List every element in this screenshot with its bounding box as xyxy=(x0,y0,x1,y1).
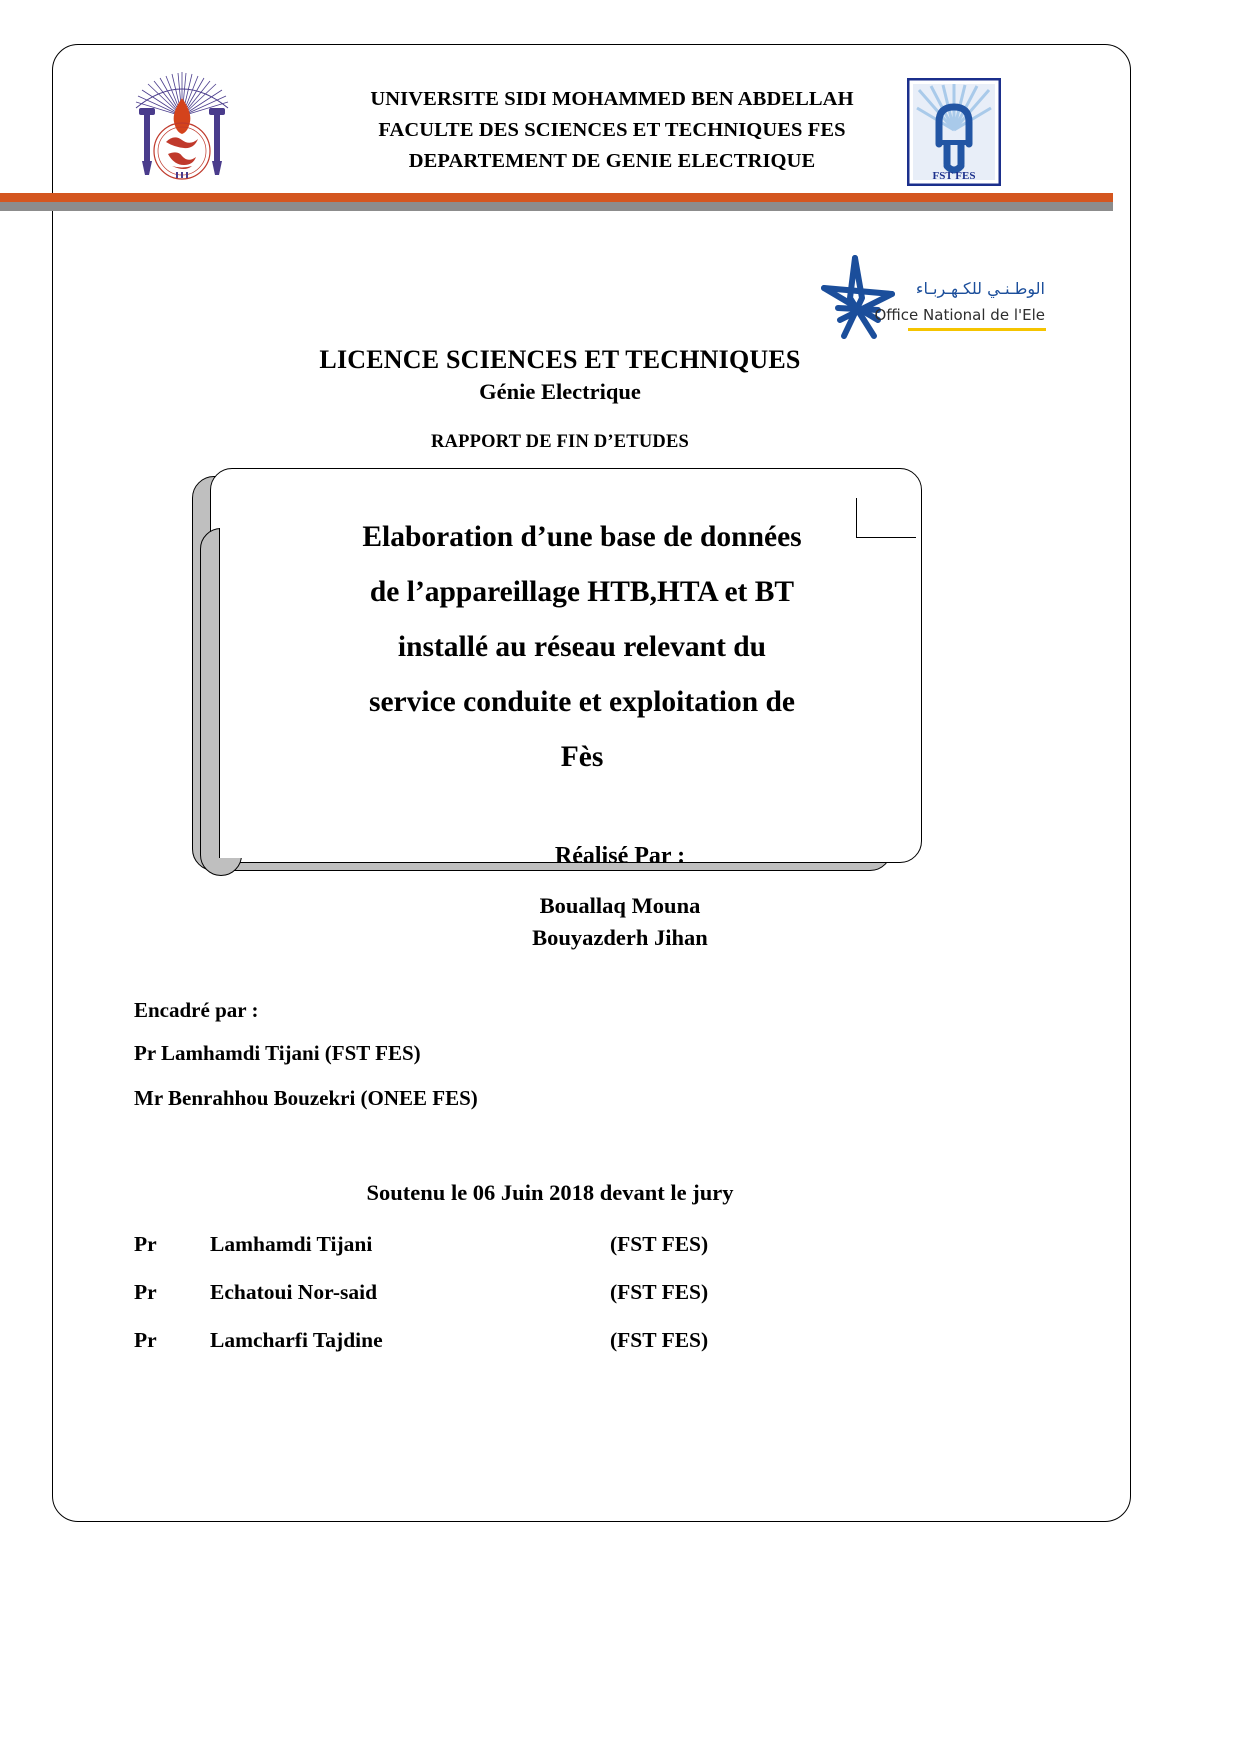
supervisor-2: Mr Benrahhou Bouzekri (ONEE FES) xyxy=(134,1086,478,1110)
jury-list xyxy=(134,1232,834,1376)
jury-affiliation: (FST FES) xyxy=(610,1280,709,1304)
header-rule-gray xyxy=(0,202,1113,211)
scroll-roll-left-cover xyxy=(219,528,259,858)
jury-row xyxy=(134,1232,834,1280)
defense-statement: Soutenu le 06 Juin 2018 devant le jury xyxy=(366,1180,734,1205)
jury-name: Lamhamdi Tijani xyxy=(210,1232,373,1256)
onee-logo xyxy=(800,248,1050,348)
jury-title: Pr xyxy=(134,1280,157,1304)
onee-latin-wordmark: Office National de l'Ele xyxy=(874,306,1045,324)
project-title-line-4: service conduite et exploitation de xyxy=(368,686,796,718)
jury-row xyxy=(134,1280,834,1328)
jury-affiliation: (FST FES) xyxy=(610,1328,709,1352)
project-title-line-1: Elaboration d’une base de données xyxy=(362,521,802,553)
jury-title: Pr xyxy=(134,1232,157,1256)
supervisors-label: Encadré par : xyxy=(134,998,259,1022)
usmba-university-seal-logo xyxy=(114,68,250,186)
degree-title: LICENCE SCIENCES ET TECHNIQUES xyxy=(319,345,801,374)
jury-row xyxy=(134,1328,834,1376)
authors-label: Réalisé Par : xyxy=(554,843,686,869)
jury-title: Pr xyxy=(134,1328,157,1352)
supervisor-1: Pr Lamhamdi Tijani (FST FES) xyxy=(134,1041,421,1065)
university-header-text xyxy=(267,84,957,177)
project-title-line-5: Fès xyxy=(560,741,604,773)
degree-specialty: Génie Electrique xyxy=(479,379,641,404)
project-title-line-3: installé au réseau relevant du xyxy=(397,631,767,663)
header-line-department: DEPARTEMENT DE GENIE ELECTRIQUE xyxy=(408,150,816,172)
document-header xyxy=(52,58,1131,188)
jury-affiliation: (FST FES) xyxy=(610,1232,709,1256)
header-rule-orange xyxy=(0,193,1113,202)
onee-arabic-wordmark: الوطـنـي للكـهـربـاء xyxy=(915,279,1045,298)
header-line-faculty: FACULTE DES SCIENCES ET TECHNIQUES FES xyxy=(378,119,846,141)
fst-fes-logo xyxy=(907,78,1001,186)
fst-logo-label: FST FES xyxy=(932,170,976,182)
onee-yellow-underline xyxy=(908,328,1046,331)
project-title-scroll xyxy=(192,468,922,888)
jury-name: Echatoui Nor-said xyxy=(210,1280,378,1304)
project-title xyxy=(264,510,900,785)
project-title-line-2: de l’appareillage HTB,HTA et BT xyxy=(369,576,795,608)
report-type: RAPPORT DE FIN D’ETUDES xyxy=(430,432,689,452)
jury-name: Lamcharfi Tajdine xyxy=(210,1328,383,1352)
author-name-2: Bouyazderh Jihan xyxy=(532,925,708,950)
author-name-1: Bouallaq Mouna xyxy=(539,893,701,918)
header-line-university: UNIVERSITE SIDI MOHAMMED BEN ABDELLAH xyxy=(370,88,854,110)
